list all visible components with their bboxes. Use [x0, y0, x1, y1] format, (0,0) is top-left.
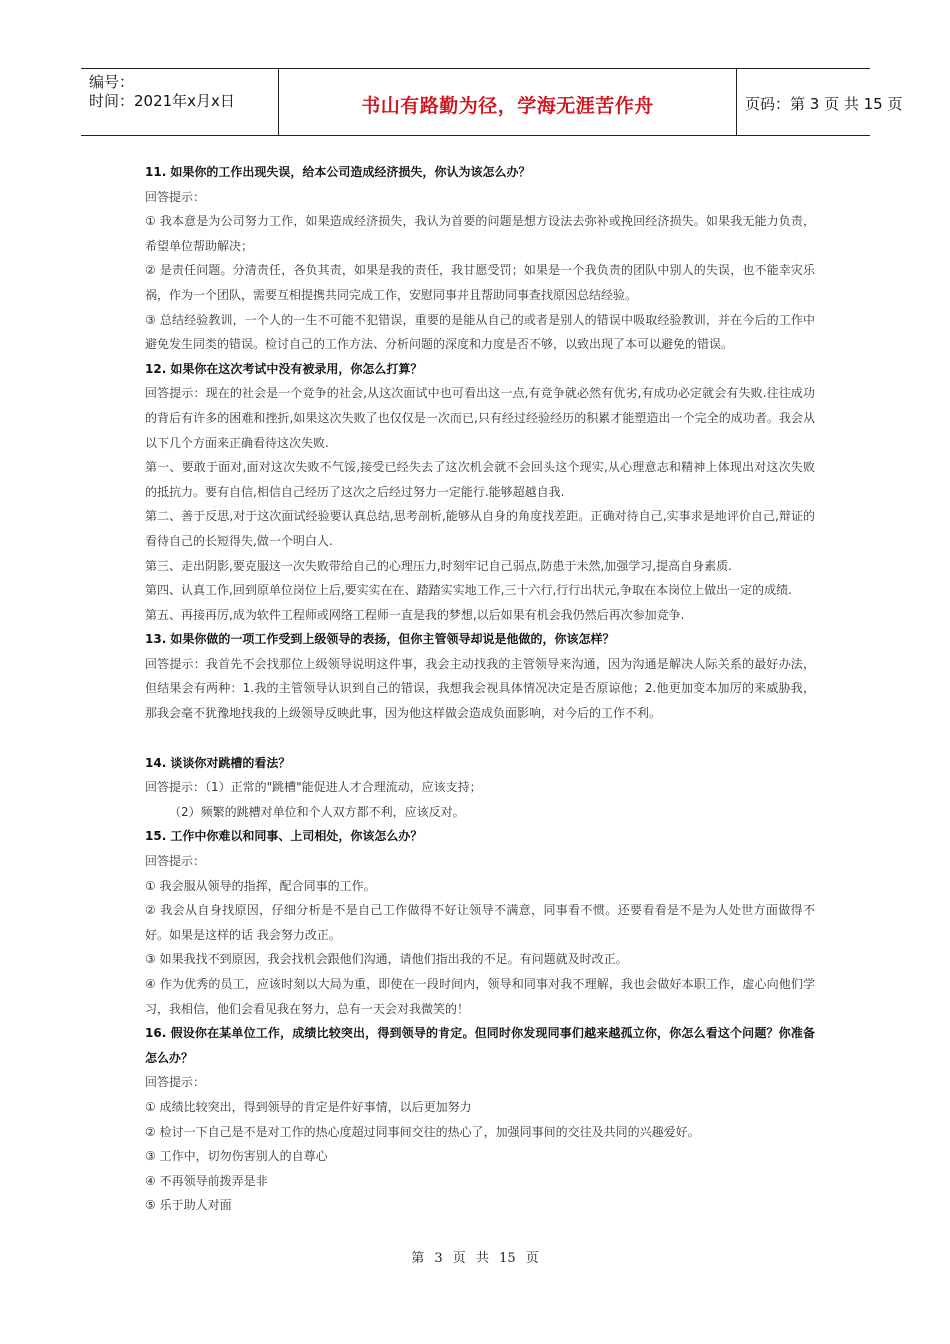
header-left-cell	[81, 69, 279, 135]
question-heading: 11. 如果你的工作出现失误，给本公司造成经济损失，你认为该怎么办？	[145, 165, 531, 179]
question-heading: 13. 如果你做的一项工作受到上级领导的表扬，但你主管领导却说是他做的，你该怎样？	[145, 632, 615, 647]
answer-paragraph: ③ 总结经验教训，一个人的一生不可能不犯错误，重要的是能从自己的或者是别人的错误中吸取经验教训，并在今后的工作中避免发生同类的错误。检讨自己的工作方法、分析问题的深度和力度是否不够，以致出现了本可以避免的错误。	[145, 312, 815, 352]
footer-total-pages: 15	[499, 1251, 516, 1266]
answer-paragraph: ④ 不再领导前拨弄是非	[145, 1173, 268, 1188]
answer-paragraph: ① 我本意是为公司努力工作，如果造成经济损失，我认为首要的问题是想方设法去弥补或挽回经济损失。如果我无能力负责，希望单位帮助解决；	[145, 214, 815, 253]
footer-label-ye: 页	[452, 1251, 466, 1266]
answer-paragraph: 回答提示：我首先不会找那位上级领导说明这件事，我会主动找我的主管领导来沟通，因为沟通是解决人际关系的最好办法，但结果会有两种：1.我的主管领导认识到自己的错误，我想我会视具体情况决定是否原谅他；2.他更加变本加厉的来威胁我，那我会毫不犹豫地找我的上级领导反映此事，因为他这样做会造成负面影响，对今后的工作不利。	[145, 656, 815, 721]
answer-paragraph: 回答提示：现在的社会是一个竞争的社会,从这次面试中也可看出这一点,有竞争就必然有优劣,有成功必定就会有失败.往往成功的背后有许多的困难和挫折,如果这次失败了也仅仅是一次而已,只有经过经验经历的积累才能塑造出一个完全的成功者。我会从以下几个方面来正确看待这次失败.	[145, 386, 815, 450]
answer-paragraph: ② 检讨一下自己是不是对工作的热心度超过同事间交往的热心了，加强同事间的交往及共同的兴趣爱好。	[145, 1124, 700, 1139]
answer-paragraph: 第三、走出阴影,要克服这一次失败带给自己的心理压力,时刻牢记自己弱点,防患于未然,加强学习,提高自身素质.	[145, 558, 732, 573]
answer-paragraph: （2）频繁的跳槽对单位和个人双方都不利，应该反对。	[169, 804, 465, 819]
answer-paragraph: 回答提示：	[145, 1075, 206, 1090]
question-heading: 12. 如果你在这次考试中没有被录用，你怎么打算？	[145, 361, 423, 376]
answer-paragraph: ④ 作为优秀的员工，应该时刻以大局为重，即使在一段时间内，领导和同事对我不理解，我也会做好本职工作，虚心向他们学习，我相信，他们会看见我在努力，总有一天会对我微笑的！	[145, 977, 815, 1016]
answer-paragraph: 第一、要敢于面对,面对这次失败不气馁,接受已经失去了这次机会就不会回头这个现实,从心理意志和精神上体现出对这次失败的抵抗力。要有自信,相信自己经历了这次之后经过努力一定能行.能够超越自我.	[145, 460, 815, 499]
answer-paragraph: 第二、善于反思,对于这次面试经验要认真总结,思考剖析,能够从自身的角度找差距。正确对待自己,实事求是地评价自己,辩证的看待自己的长短得失,做一个明白人.	[145, 509, 815, 548]
page-footer	[0, 1247, 950, 1266]
answer-paragraph: 回答提示：	[145, 189, 206, 204]
answer-paragraph: 回答提示：（1）正常的"跳槽"能促进人才合理流动，应该支持；	[145, 780, 482, 795]
footer-label-gong: 共	[475, 1251, 489, 1266]
document-header	[81, 68, 903, 136]
paragraph-spacer	[145, 726, 815, 751]
header-middle-cell	[279, 69, 737, 135]
footer-label-di: 第	[411, 1251, 425, 1266]
answer-paragraph: 第四、认真工作,回到原单位岗位上后,要实实在在、踏踏实实地工作,三十六行,行行出状元,争取在本岗位上做出一定的成绩.	[145, 583, 792, 598]
answer-paragraph: 第五、再接再厉,成为软件工程师或网络工程师一直是我的梦想,以后如果有机会我仍然后再次参加竞争.	[145, 607, 685, 622]
document-body	[145, 160, 815, 1218]
document-date: 时间：2021年x月x日	[89, 92, 235, 110]
document-number-label: 编号：	[89, 73, 135, 91]
footer-label-ye-total: 页	[525, 1251, 539, 1266]
question-heading: 15. 工作中你难以和同事、上司相处，你该怎么办？	[145, 829, 423, 844]
answer-paragraph: ② 是责任问题。分清责任，各负其责，如果是我的责任，我甘愿受罚；如果是一个我负责的团队中别人的失误，也不能幸灾乐祸，作为一个团队，需要互相提携共同完成工作，安慰同事并且帮助同事查找原因总结经验。	[145, 263, 815, 302]
answer-paragraph: ② 我会从自身找原因，仔细分析是不是自己工作做得不好让领导不满意，同事看不惯。还要看看是不是为人处世方面做得不好。如果是这样的话 我会努力改正。	[145, 903, 815, 942]
answer-paragraph: ① 我会服从领导的指挥，配合同事的工作。	[145, 878, 376, 893]
answer-paragraph: ⑤ 乐于助人对面	[145, 1198, 232, 1213]
header-right-cell	[737, 69, 903, 135]
answer-paragraph: ③ 工作中，切勿伤害别人的自尊心	[145, 1149, 328, 1164]
answer-paragraph: ① 成绩比较突出，得到领导的肯定是件好事情，以后更加努力	[145, 1099, 472, 1114]
question-heading: 16. 假设你在某单位工作，成绩比较突出，得到领导的肯定。但同时你发现同事们越来越孤立你，你怎么看这个问题？你准备怎么办？	[145, 1026, 815, 1065]
header-page-code: 页码：第 3 页 共 15 页	[745, 95, 903, 113]
answer-paragraph: ③ 如果我找不到原因，我会找机会跟他们沟通，请他们指出我的不足。有问题就及时改正。	[145, 952, 628, 967]
question-heading: 14. 谈谈你对跳槽的看法？	[145, 755, 291, 770]
header-motto: 书山有路勤为径，学海无涯苦作舟	[361, 95, 654, 117]
answer-paragraph: 回答提示：	[145, 854, 206, 869]
footer-page-number: 3	[434, 1251, 443, 1266]
